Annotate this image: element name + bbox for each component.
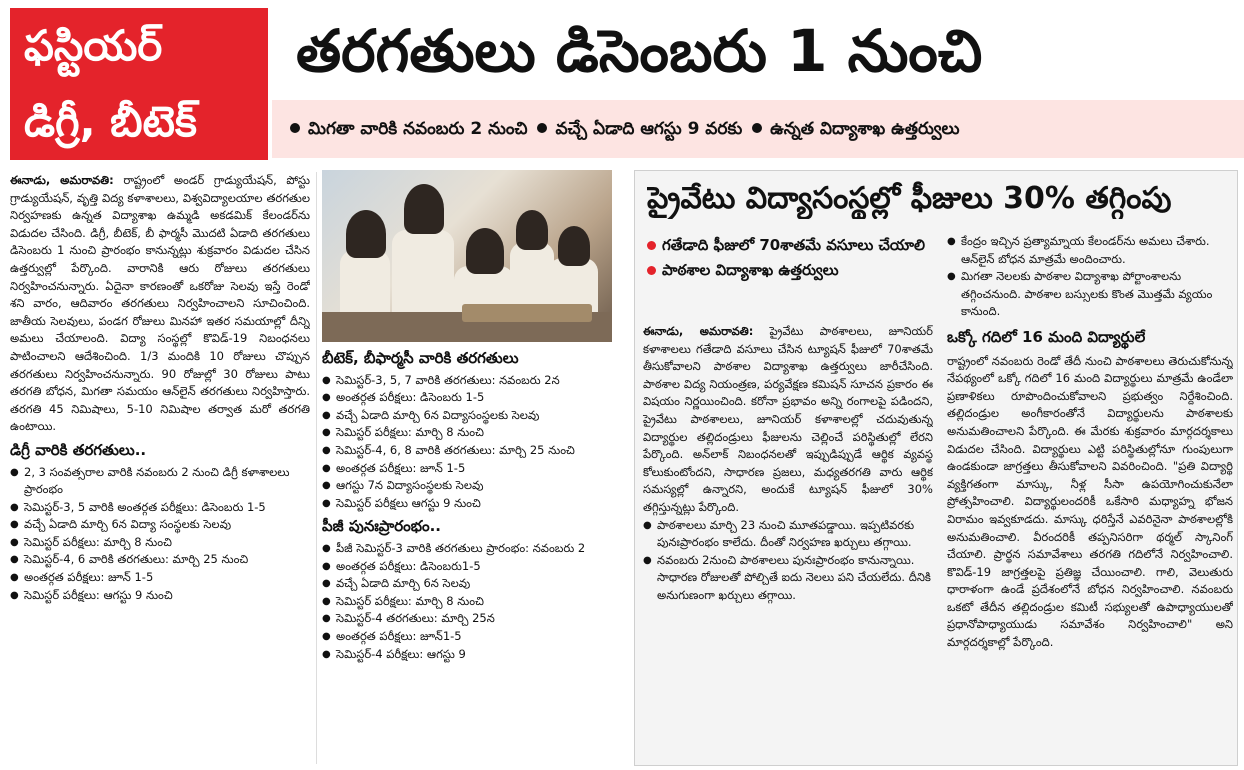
lead-text: రాష్ట్రంలో అండర్ గ్రాడ్యుయేషన్, పోస్టు గ్రాడ్యుయేషన్, వృత్తి విద్య కళాశాలలు, విశ్వవిద్యాలయాల తరగతుల నిర్వహణకు ఉన్నత విద్యాశాఖ ఉమ్మడి అకడమిక్ కేలండర్‌ను విడుదల చేసింది. డిగ్రీ, బీటెక్, బీ ఫార్మసీ మొదటి ఏడాది తరగతులు డిసెంబరు 1 నుంచి ప్రారంభం కానున్నట్లు శుక్రవారం విడుదల చేసిన ఉత్తర్వుల్లో పేర్కొంది. వారానికి ఆరు రోజులు తరగతులు నిర్వహించనున్నారు. ఏదైనా కారణంతో ఒకరోజు సెలవు ఇస్తే రెండో శని వారం, ఆదివారం తరగతులు నిర్వహించాలని సూచించింది. జాతీయ సెలవులు, పండగ రోజులు మినహా ఇతర సమయాల్లో దీన్ని అమలు చేయాలంది. విద్యా సంస్థల్లో కొవిడ్-19 నిబంధనలు పాటించాలని ఆదేశించింది. 1/3 మందికి 10 రోజులు చొప్పున తరగతులు నిర్వహించనున్నారు. 90 రోజుల్లో 30 రోజులు పాటు తరగతి బోధన, మిగతా సమయం ఆన్‌లైన్ తరగతులు నిర్వహిస్తారు. తరగతి 45 నిమిషాలు, 5-10 నిమిషాల తర్వాత మరో తరగతి ఉంటాయి.: [10, 173, 310, 434]
bullet-icon: [290, 123, 300, 133]
panel-lead-text: ప్రైవేటు పాఠశాలలు, జూనియర్ కళాశాలలు గతేడాది వసూలు చేసిన ట్యూషన్ ఫీజులో 70శాతమే తీసుకోవాలని పాఠశాల విద్యాశాఖ ఉత్తర్వులు జారీచేసింది. పాఠశాల విద్య నియంత్రణ, పర్యవేక్షణ కమిషన్ సూచన ప్రకారం ఈ విషయం నిర్ణయించింది. కరోనా ప్రభావం అన్ని రంగాలపై పడిందని, ప్రైవేటు పాఠశాలలు, జూనియర్ కళాశాలల్లో చదువుతున్న విద్యార్థుల తల్లిదండ్రులు ఫీజులను చెల్లించే పరిస్థితుల్లో లేరని పేర్కొంది. అన్‌లాక్ నిబంధనలతో ఇప్పుడిప్పుడే ఆర్థిక వ్యవస్థ కోలుకుంటోందని, సాధారణ ప్రజలు, మధ్యతరగతి వారు ఆర్థిక సమస్యల్లో ఉన్నారని, అందుకే ట్యూషన్ ఫీజులో 30% తగ్గిస్తున్నట్లు పేర్కొంది.: [643, 324, 933, 514]
bullet-2: వచ్చే ఏడాది ఆగస్టు 9 వరకు: [555, 119, 743, 139]
dateline: ఈనాడు, అమరావతి:: [643, 324, 754, 338]
list-item: ● సెమిస్టర్ పరీక్షలు: మార్చి 8 నుంచి: [322, 424, 622, 442]
list-item: ● ఆగస్టు 7న విద్యాసంస్థలకు సెలవు: [322, 477, 622, 495]
column-divider: [316, 172, 317, 764]
panel-column-2: [947, 233, 1233, 759]
list-item: ● సెమిస్టర్ పరీక్షలు ఆగస్టు 9 నుంచి: [322, 495, 622, 513]
panel-body-text: రాష్ట్రంలో నవంబరు రెండో తేదీ నుంచి పాఠశాలలు తెరుచుకోనున్న నేపథ్యంలో ఒక్కో గదిలో 16 మంది విద్యార్థులు మాత్రమే ఉండేలా ప్రణాళికలు రూపొందించుకోవాలని ప్రభుత్వం నిర్దేశించింది. తల్లిదండ్రుల అంగీకారంతోనే విద్యార్థులను పాఠశాలకు అనుమతించాలని పేర్కొంది. ఈ మేరకు శుక్రవారం మార్గదర్శకాలు విడుదల చేసింది. విద్యార్థులు ఎట్టి పరిస్థితుల్లోనూ గుంపులుగా ఉండకుండా జాగ్రత్తలు తీసుకోవాలని వివరించింది. "ప్రతి విద్యార్థి వ్యక్తిగతంగా మాస్కు, నీళ్ల సీసా ఉపయోగించుకునేలా ప్రోత్సహించాలి. విద్యార్థులందరికీ ఒకేసారి మధ్యాహ్న భోజన విరామం ఇవ్వకూడదు. మాస్కు ధరిస్తేనే ఎవరినైనా పాఠశాలల్లోకి అనుమతించాలి. వీరందరికీ తప్పనిసరిగా థర్మల్ స్కానింగ్ చేయాలి. ప్రార్థన సమావేశాలు తరగతి గదిలోనే నిర్వహించాలి. కొవిడ్-19 జాగ్రత్తలపై ప్రతిజ్ఞ చేయించాలి. గాలి, వెలుతురు ధారాళంగా ఉండే ప్రదేశంలోనే బోధన నిర్వహించాలి. నవంబరు ఒకటో తేదీన తల్లిదండ్రుల కమిటీ సభ్యులతో ఉపాధ్యాయులతో ప్రధానోపాధ్యాయుడు సమావేశం నిర్వహించాలి" అని మార్గదర్శకాల్లో పేర్కొంది.: [947, 353, 1233, 650]
list-item: ● సెమిస్టర్-4 తరగతులు: మార్చి 25న: [322, 610, 622, 628]
list-item: ● అంతర్గత పరీక్షలు: జూన్1-5: [322, 628, 622, 646]
panel-lead: [643, 323, 933, 517]
degree-subhead: డిగ్రీ వారికి తరగతులు..: [10, 440, 147, 459]
list-item: ● వచ్చే ఏడాది మార్చి 6న విద్యా సంస్థలకు సెలవు: [10, 516, 310, 534]
panel-subhead: ఒక్కో గదిలో 16 మంది విద్యార్థులే: [947, 327, 1146, 346]
pg-subhead: పీజీ పునఃప్రారంభం..: [322, 517, 442, 536]
list-item: ● సెమిస్టర్-4 పరీక్షలు: ఆగస్టు 9: [322, 646, 622, 664]
list-item: ● సెమిస్టర్ పరీక్షలు: మార్చి 8 నుంచి: [10, 534, 310, 552]
bullet-icon: [647, 266, 656, 275]
bullet-icon: [752, 123, 762, 133]
list-item: ● మిగతా నెలలకు పాఠశాల విద్యాశాఖ పోర్టాంశాలను తగ్గించనుంది. పాఠశాల బస్సులకు కొంత మొత్తమే వ్యయం కానుంది.: [947, 268, 1233, 321]
list-item: ● 2, 3 సంవత్సరాల వారికి నవంబరు 2 నుంచి డిగ్రీ కళాశాలలు ప్రారంభం: [10, 464, 310, 499]
list-item: ● సెమిస్టర్-3, 5 వారికి అంతర్గత పరీక్షలు: డిసెంబరు 1-5: [10, 499, 310, 517]
list-item: ● అంతర్గత పరీక్షలు: జూన్ 1-5: [10, 569, 310, 587]
btech-subhead: బీటెక్, బీఫార్మసీ వారికి తరగతులు: [322, 350, 519, 367]
kicker-line-2: డిగ్రీ, బీటెక్: [24, 97, 197, 146]
kicker-line-1: ఫస్టియర్: [24, 21, 163, 70]
panel-title: ప్రైవేటు విద్యాసంస్థల్లో ఫీజులు 30% తగ్గింపు: [647, 181, 1172, 216]
article-column-1: [10, 172, 310, 764]
list-item: ● పీజీ సెమిస్టర్-3 వారికి తరగతులు ప్రారంభం: నవంబరు 2: [322, 540, 622, 558]
list-item: ● సెమిస్టర్-3, 5, 7 వారికి తరగతులు: నవంబరు 2న: [322, 372, 622, 390]
list-item: ● పాఠశాలలు మార్చి 23 నుంచి మూతపడ్డాయి. ఇప్పటివరకు పునఃప్రారంభం కాలేదు. దీంతో నిర్వహణ ఖర్చులు తగ్గాయి.: [643, 517, 933, 552]
bullet-1: మిగతా వారికి నవంబరు 2 నుంచి: [308, 119, 528, 139]
bullet-icon: [537, 123, 547, 133]
fees-sidebar-panel: [634, 170, 1238, 766]
main-headline: తరగతులు డిసెంబరు 1 నుంచి: [296, 17, 983, 85]
list-item: ● వచ్చే ఏడాది మార్చి 6న విద్యాసంస్థలకు సెలవు: [322, 407, 622, 425]
list-item: ● అంతర్గత పరీక్షలు: డిసెంబరు 1-5: [322, 389, 622, 407]
list-item: ● నవంబరు 2నుంచి పాఠశాలలు పునఃప్రారంభం కానున్నాయి. సాధారణ రోజులతో పోల్చితే ఐదు నెలలు పని చేయలేదు. దీనికి అనుగుణంగా ఖర్చులు తగ్గాయి.: [643, 552, 933, 605]
panel-column-1: [643, 323, 933, 759]
kicker-box: [10, 8, 268, 160]
lead-paragraph: [10, 172, 310, 436]
article-column-2: [322, 350, 622, 764]
bullet-icon: [647, 241, 656, 250]
list-item: ● కేంద్రం ఇచ్చిన ప్రత్యామ్నాయ కేలండర్‌ను అమలు చేశారు. ఆన్‌లైన్ బోధన మాత్రమే అందించారు.: [947, 233, 1233, 268]
list-item: ● అంతర్గత పరీక్షలు: డిసెంబరు1-5: [322, 558, 622, 576]
panel-highlights: [647, 233, 933, 283]
subhead-bullets: [272, 100, 1244, 158]
highlight-item: గతేడాది ఫీజులో 70శాతమే వసూలు చేయాలి: [647, 233, 933, 258]
list-item: ● సెమిస్టర్ పరీక్షలు: ఆగస్టు 9 నుంచి: [10, 587, 310, 605]
list-item: ● అంతర్గత పరీక్షలు: జూన్ 1-5: [322, 460, 622, 478]
list-item: ● వచ్చే ఏడాది మార్చి 6న సెలవు: [322, 575, 622, 593]
students-photo: [322, 170, 612, 342]
list-item: ● సెమిస్టర్-4, 6 వారికి తరగతులు: మార్చి 25 నుంచి: [10, 551, 310, 569]
list-item: ● సెమిస్టర్-4, 6, 8 వారికి తరగతులు: మార్చి 25 నుంచి: [322, 442, 622, 460]
dateline: ఈనాడు, అమరావతి:: [10, 173, 114, 187]
list-item: ● సెమిస్టర్ పరీక్షలు: మార్చి 8 నుంచి: [322, 593, 622, 611]
highlight-item: పాఠశాల విద్యాశాఖ ఉత్తర్వులు: [647, 258, 933, 283]
bullet-3: ఉన్నత విద్యాశాఖ ఉత్తర్వులు: [770, 119, 960, 139]
